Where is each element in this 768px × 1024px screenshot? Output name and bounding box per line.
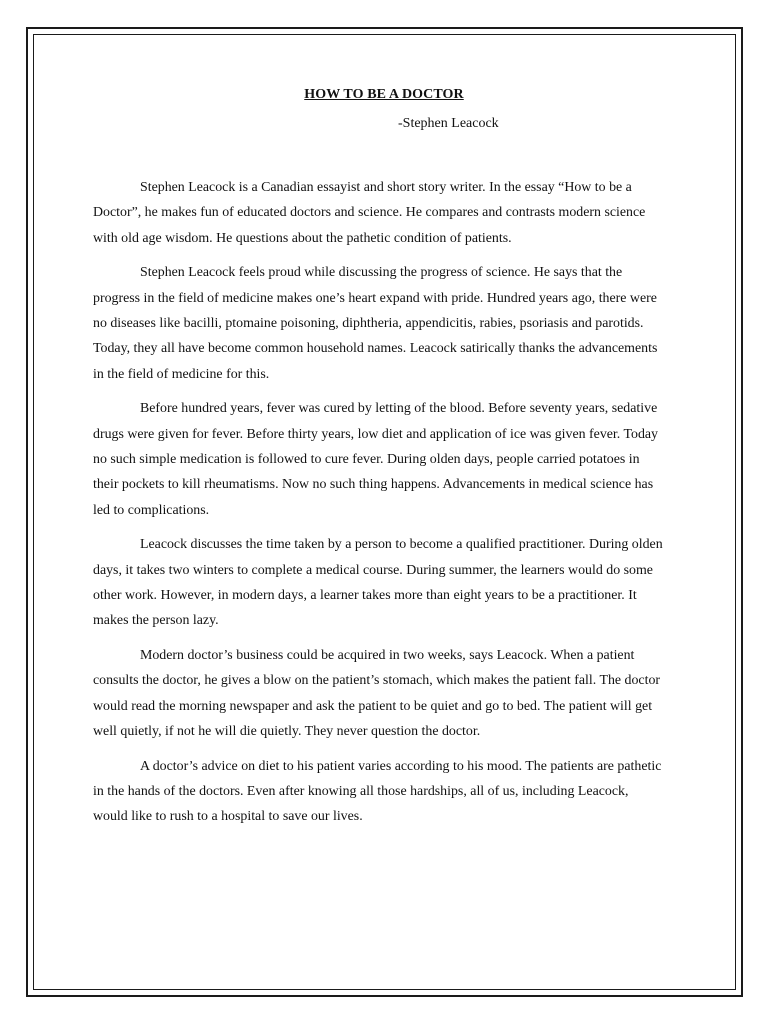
document-title: HOW TO BE A DOCTOR [304,87,464,102]
paragraph-1: Stephen Leacock is a Canadian essayist and short story writer. In the essay “How to be a Doctor”, he makes fun of educated doctors and science. He compares and contrasts modern science with old age wisdom. He questions about the pathetic condition of patients. [93,180,646,246]
paragraph-6: A doctor’s advice on diet to his patient varies according to his mood. The patients are pathetic in the hands of the doctors. Even after knowing all those hardships, all of us, including Leacock, would like to rush to a hospital to save our lives. [93,758,662,825]
paragraph-2: Stephen Leacock feels proud while discussing the progress of science. He says that the progress in the field of medicine makes one’s heart expand with pride. Hundred years ago, there were no diseases like bacilli, ptomaine poisoning, diphtheria, appendicitis, rabies, psoriasis and parotids. Today, they all have become common household names. Leacock satirically thanks the advancements in the field of medicine for this. [93,265,658,382]
paragraph-5: Modern doctor’s business could be acquired in two weeks, says Leacock. When a patient consults the doctor, he gives a blow on the patient’s stomach, which makes the patient fall. The doctor would read the morning newspaper and ask the patient to be quiet and go to bed. The patient will get well quietly, if not he will die quietly. They never question the doctor. [93,648,661,739]
document-body [93,175,665,839]
document-author: -Stephen Leacock [398,116,499,131]
paragraph-4: Leacock discusses the time taken by a person to become a qualified practitioner. During olden days, it takes two winters to complete a medical course. During summer, the learners would do some other work. However, in modern days, a learner takes more than eight years to be a practitioner. It makes the person lazy. [93,537,663,629]
paragraph-3: Before hundred years, fever was cured by letting of the blood. Before seventy years, sedative drugs were given for fever. Before thirty years, low diet and application of ice was given fever. Today no such simple medication is followed to cure fever. During olden days, people carried potatoes in their pockets to kill rheumatisms. Now no such thing happens. Advancements in medical science has led to complications. [93,401,659,518]
